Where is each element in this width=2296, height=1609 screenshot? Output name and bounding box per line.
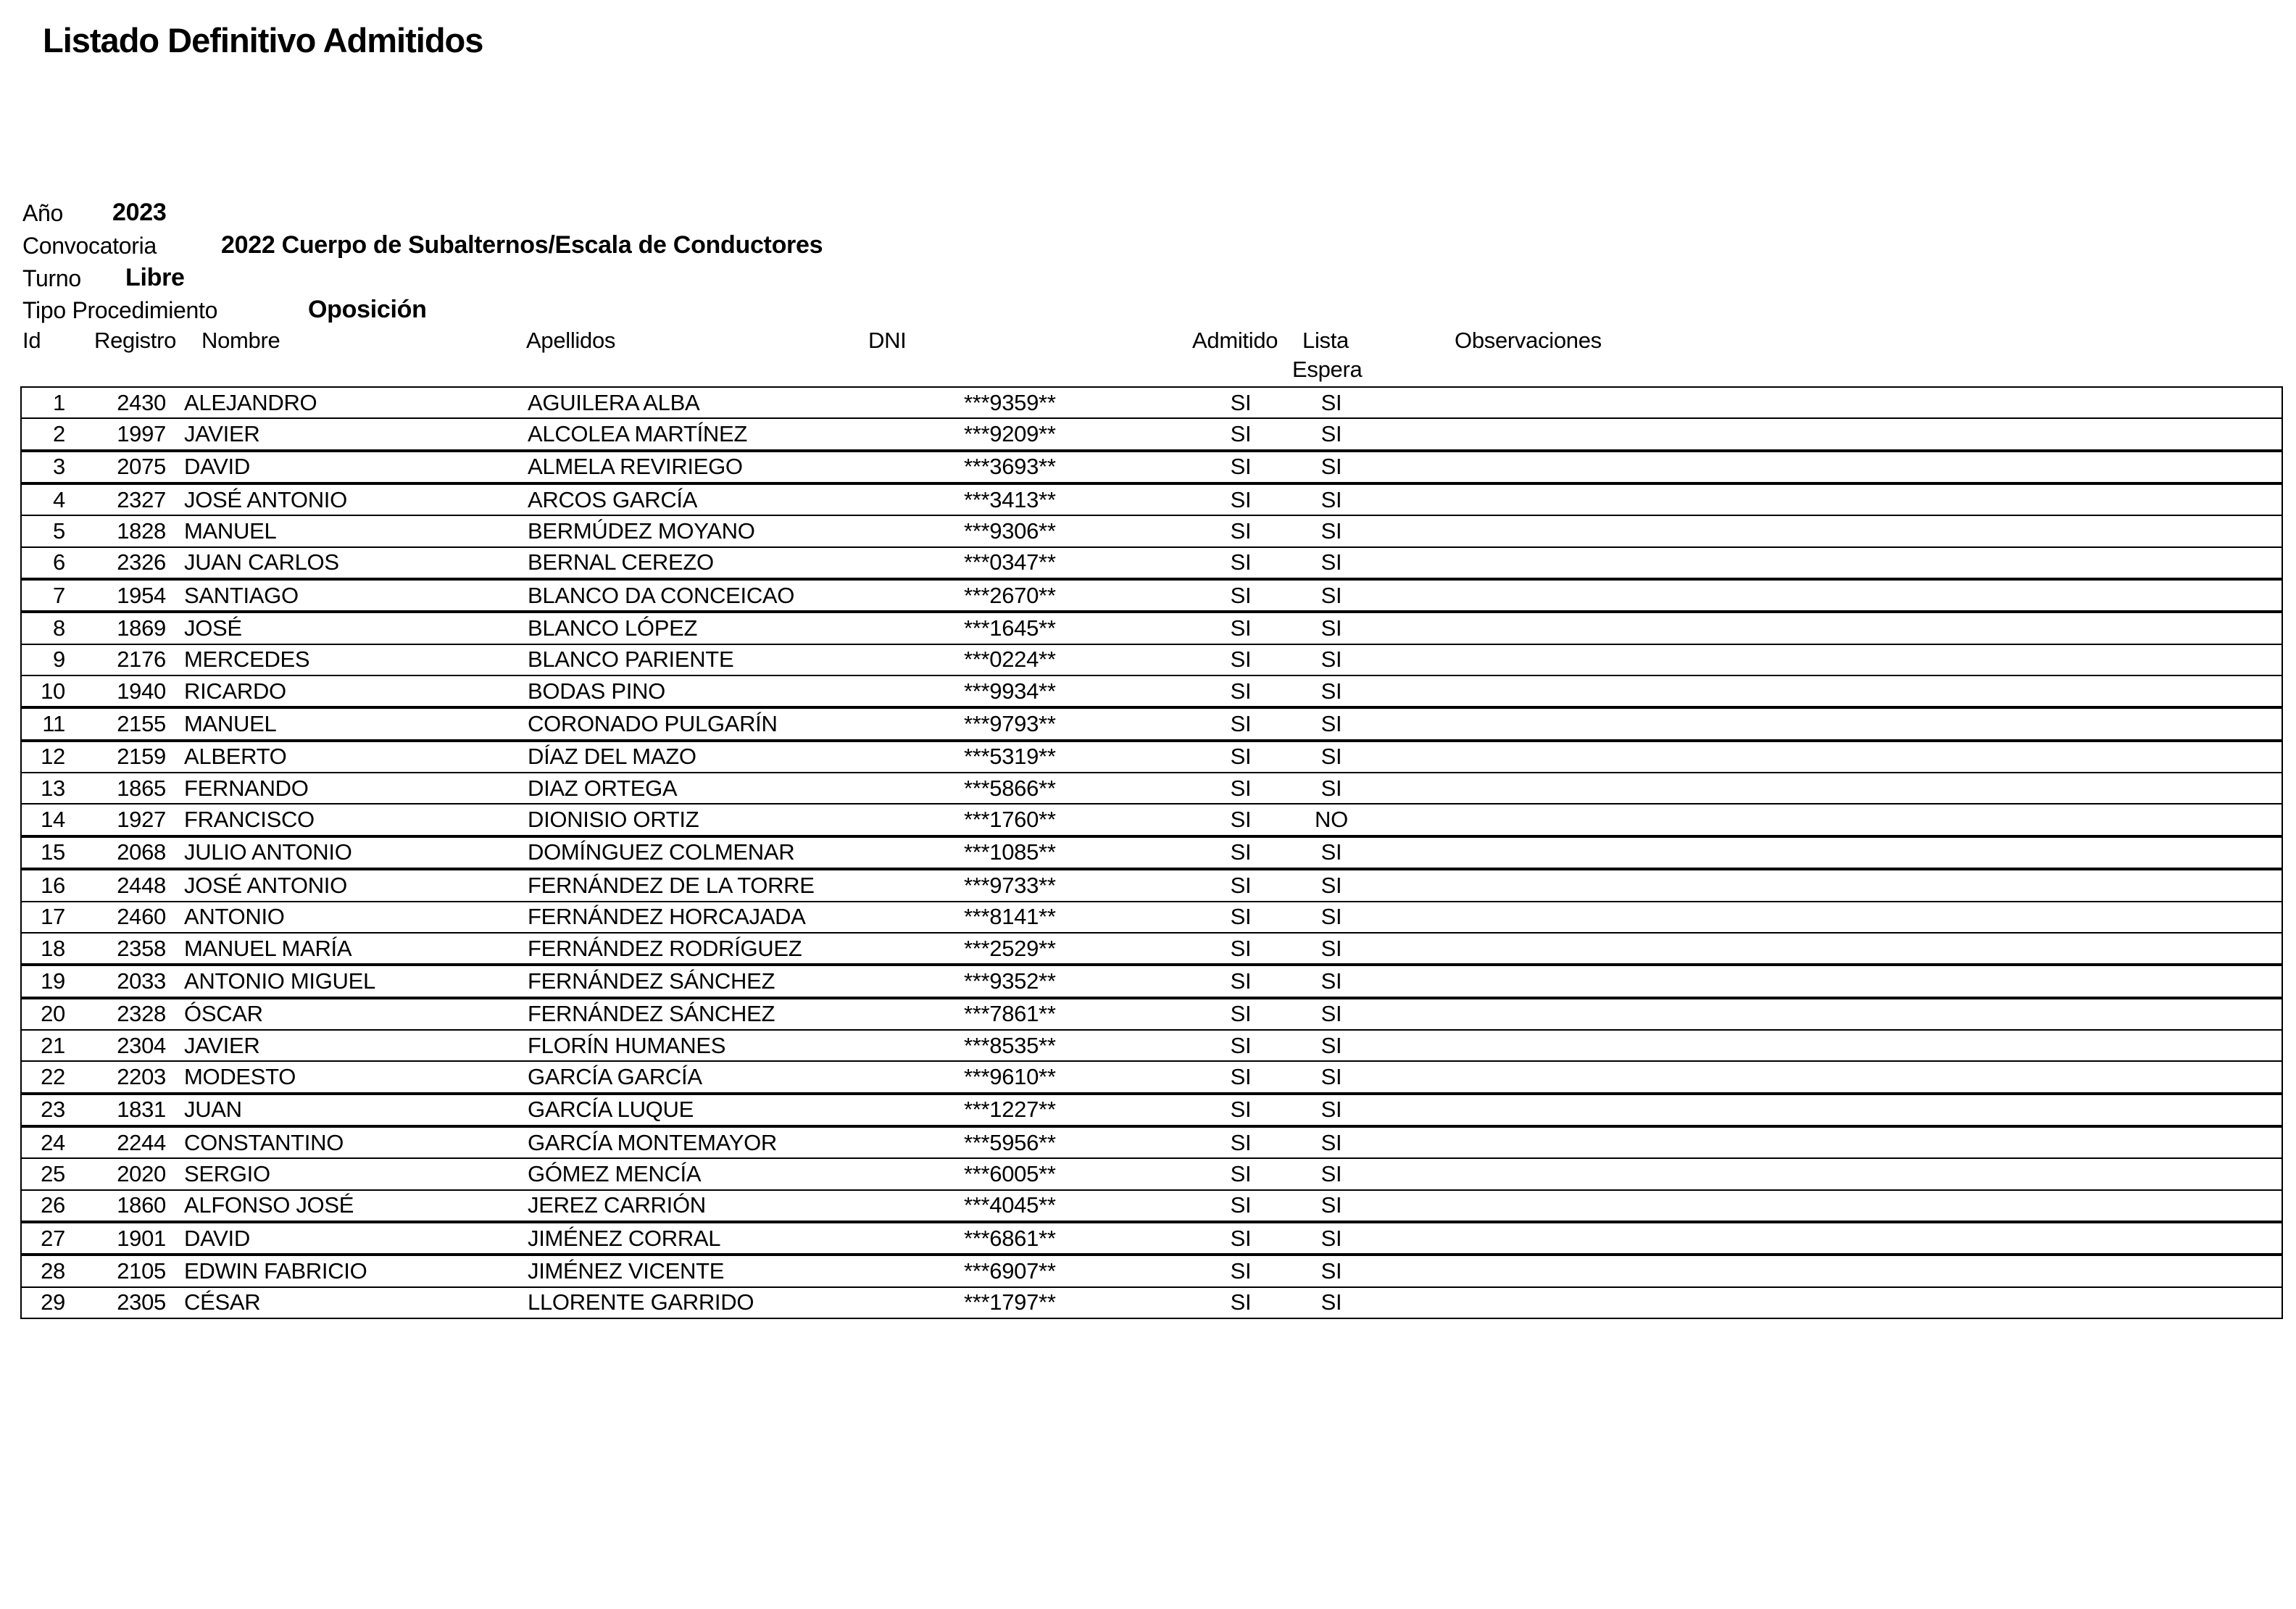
cell-dni: ***3693** (964, 454, 1056, 480)
cell-nombre: ANTONIO (184, 904, 285, 930)
cell-admitido: SI (1230, 872, 1252, 898)
cell-apellidos: FERNÁNDEZ SÁNCHEZ (528, 1001, 775, 1027)
cell-admitido: SI (1230, 744, 1252, 770)
cell-admitido: SI (1230, 1225, 1252, 1251)
cell-registro: 2448 (117, 872, 166, 898)
table-row (22, 804, 2282, 837)
cell-dni: ***6005** (964, 1160, 1056, 1186)
cell-id: 3 (53, 454, 65, 480)
cell-admitido: SI (1230, 968, 1252, 994)
cell-nombre: FRANCISCO (184, 807, 315, 833)
cell-admitido: SI (1230, 711, 1252, 737)
table-row (22, 934, 2282, 966)
cell-dni: ***8141** (964, 904, 1056, 930)
cell-id: 5 (53, 518, 65, 544)
column-header-id: Id (22, 328, 41, 353)
meta-value: Libre (125, 264, 185, 291)
cell-nombre: SERGIO (184, 1160, 270, 1186)
table-row (22, 773, 2282, 804)
cell-id: 21 (41, 1032, 65, 1058)
cell-dni: ***1645** (964, 615, 1056, 641)
cell-registro: 1901 (117, 1225, 166, 1251)
cell-registro: 2075 (117, 454, 166, 480)
cell-admitido: SI (1230, 1160, 1252, 1186)
table-row (22, 902, 2282, 934)
table-row (22, 485, 2282, 516)
cell-nombre: JOSÉ ANTONIO (184, 872, 347, 898)
table-row (22, 999, 2282, 1031)
cell-nombre: MANUEL MARÍA (184, 935, 352, 961)
cell-lista-espera: SI (1320, 582, 1342, 608)
meta-label: Turno (22, 265, 81, 291)
cell-lista-espera: SI (1320, 1192, 1342, 1218)
cell-nombre: MANUEL (184, 711, 277, 737)
cell-registro: 2203 (117, 1063, 166, 1089)
cell-admitido: SI (1230, 935, 1252, 961)
table-row (22, 1256, 2282, 1287)
cell-nombre: CONSTANTINO (184, 1129, 344, 1155)
cell-dni: ***9306** (964, 518, 1056, 544)
cell-registro: 2176 (117, 646, 166, 673)
column-header-registro: Registro (94, 328, 177, 353)
cell-dni: ***9610** (964, 1063, 1056, 1089)
cell-lista-espera: SI (1320, 646, 1342, 673)
table-row (22, 709, 2282, 741)
cell-admitido: SI (1230, 1192, 1252, 1218)
cell-nombre: JULIO ANTONIO (184, 839, 352, 865)
cell-dni: ***0224** (964, 646, 1056, 673)
cell-apellidos: FLORÍN HUMANES (528, 1032, 726, 1058)
cell-admitido: SI (1230, 678, 1252, 704)
cell-apellidos: GARCÍA MONTEMAYOR (528, 1129, 777, 1155)
cell-nombre: EDWIN FABRICIO (184, 1257, 367, 1284)
table-row (22, 676, 2282, 709)
cell-id: 2 (53, 421, 65, 447)
table-row (22, 1288, 2282, 1318)
cell-apellidos: DOMÍNGUEZ COLMENAR (528, 839, 795, 865)
table-row (22, 452, 2282, 485)
cell-registro: 2105 (117, 1257, 166, 1284)
cell-dni: ***9209** (964, 421, 1056, 447)
cell-id: 19 (41, 968, 65, 994)
cell-admitido: SI (1230, 775, 1252, 801)
cell-id: 28 (41, 1257, 65, 1284)
cell-id: 15 (41, 839, 65, 865)
cell-registro: 1954 (117, 582, 166, 608)
cell-apellidos: BLANCO LÓPEZ (528, 615, 698, 641)
cell-id: 24 (41, 1129, 65, 1155)
cell-dni: ***1797** (964, 1289, 1056, 1315)
cell-registro: 2304 (117, 1032, 166, 1058)
column-header-lista-espera-line2: Espera (1292, 357, 1363, 382)
cell-admitido: SI (1230, 1097, 1252, 1123)
cell-admitido: SI (1230, 389, 1252, 415)
cell-id: 25 (41, 1160, 65, 1186)
cell-lista-espera: SI (1320, 775, 1342, 801)
table-row (22, 581, 2282, 613)
cell-id: 12 (41, 744, 65, 770)
cell-apellidos: FERNÁNDEZ RODRÍGUEZ (528, 935, 802, 961)
cell-lista-espera: SI (1320, 1097, 1342, 1123)
cell-admitido: SI (1230, 549, 1252, 575)
cell-id: 9 (53, 646, 65, 673)
cell-admitido: SI (1230, 615, 1252, 641)
cell-apellidos: FERNÁNDEZ SÁNCHEZ (528, 968, 775, 994)
cell-admitido: SI (1230, 1063, 1252, 1089)
cell-nombre: ALEJANDRO (184, 389, 317, 415)
cell-id: 16 (41, 872, 65, 898)
cell-lista-espera: SI (1320, 1289, 1342, 1315)
cell-registro: 1997 (117, 421, 166, 447)
cell-dni: ***5866** (964, 775, 1056, 801)
cell-nombre: JOSÉ ANTONIO (184, 486, 347, 512)
table-row (22, 613, 2282, 644)
cell-apellidos: ALMELA REVIRIEGO (528, 454, 743, 480)
cell-dni: ***7861** (964, 1001, 1056, 1027)
cell-dni: ***4045** (964, 1192, 1056, 1218)
cell-registro: 2430 (117, 389, 166, 415)
table-row (22, 548, 2282, 581)
cell-dni: ***0347** (964, 549, 1056, 575)
cell-registro: 2358 (117, 935, 166, 961)
meta-label: Año (22, 200, 64, 226)
cell-admitido: SI (1230, 518, 1252, 544)
cell-lista-espera: SI (1320, 904, 1342, 930)
cell-registro: 1860 (117, 1192, 166, 1218)
cell-admitido: SI (1230, 1257, 1252, 1284)
table-row (22, 1159, 2282, 1190)
cell-id: 20 (41, 1001, 65, 1027)
cell-id: 1 (53, 389, 65, 415)
cell-lista-espera: SI (1320, 1257, 1342, 1284)
cell-id: 10 (41, 678, 65, 704)
table-row (22, 645, 2282, 676)
cell-lista-espera: SI (1320, 711, 1342, 737)
table-row (22, 1031, 2282, 1062)
cell-apellidos: GARCÍA GARCÍA (528, 1063, 702, 1089)
cell-admitido: SI (1230, 807, 1252, 833)
table-row (22, 1128, 2282, 1159)
table-row (22, 1191, 2282, 1223)
cell-nombre: FERNANDO (184, 775, 309, 801)
cell-lista-espera: SI (1320, 872, 1342, 898)
cell-admitido: SI (1230, 646, 1252, 673)
table-row (22, 966, 2282, 999)
table-row (22, 1223, 2282, 1256)
cell-admitido: SI (1230, 1289, 1252, 1315)
cell-apellidos: JIMÉNEZ VICENTE (528, 1257, 725, 1284)
cell-dni: ***9359** (964, 389, 1056, 415)
cell-registro: 1828 (117, 518, 166, 544)
cell-admitido: SI (1230, 1129, 1252, 1155)
cell-lista-espera: SI (1320, 1129, 1342, 1155)
cell-apellidos: GARCÍA LUQUE (528, 1097, 694, 1123)
cell-registro: 2305 (117, 1289, 166, 1315)
cell-id: 14 (41, 807, 65, 833)
cell-dni: ***6907** (964, 1257, 1056, 1284)
cell-apellidos: DÍAZ DEL MAZO (528, 744, 696, 770)
cell-registro: 1831 (117, 1097, 166, 1123)
table-row (22, 1062, 2282, 1094)
cell-dni: ***6861** (964, 1225, 1056, 1251)
cell-lista-espera: SI (1320, 968, 1342, 994)
cell-lista-espera: SI (1320, 1001, 1342, 1027)
cell-nombre: ALFONSO JOSÉ (184, 1192, 354, 1218)
cell-apellidos: FERNÁNDEZ DE LA TORRE (528, 872, 815, 898)
cell-registro: 2328 (117, 1001, 166, 1027)
cell-lista-espera: SI (1320, 1063, 1342, 1089)
cell-id: 7 (53, 582, 65, 608)
table-row (22, 742, 2282, 773)
cell-dni: ***9793** (964, 711, 1056, 737)
cell-registro: 2155 (117, 711, 166, 737)
cell-nombre: JUAN (184, 1097, 242, 1123)
cell-lista-espera: SI (1320, 549, 1342, 575)
cell-lista-espera: SI (1320, 454, 1342, 480)
cell-id: 22 (41, 1063, 65, 1089)
cell-nombre: SANTIAGO (184, 582, 299, 608)
column-header-lista-espera: Lista (1302, 328, 1349, 353)
cell-apellidos: JEREZ CARRIÓN (528, 1192, 706, 1218)
page-title: Listado Definitivo Admitidos (43, 21, 483, 59)
cell-nombre: JAVIER (184, 421, 260, 447)
cell-lista-espera: SI (1320, 518, 1342, 544)
cell-dni: ***5956** (964, 1129, 1056, 1155)
cell-dni: ***8535** (964, 1032, 1056, 1058)
cell-apellidos: CORONADO PULGARÍN (528, 711, 778, 737)
meta-label: Tipo Procedimiento (22, 297, 218, 323)
cell-apellidos: ALCOLEA MARTÍNEZ (528, 421, 747, 447)
cell-admitido: SI (1230, 421, 1252, 447)
column-header-apellidos: Apellidos (526, 328, 616, 353)
cell-apellidos: FERNÁNDEZ HORCAJADA (528, 904, 806, 930)
meta-value: 2023 (112, 199, 167, 226)
column-header-dni: DNI (868, 328, 907, 353)
meta-label: Convocatoria (22, 233, 157, 259)
cell-apellidos: LLORENTE GARRIDO (528, 1289, 754, 1315)
cell-dni: ***9934** (964, 678, 1056, 704)
cell-nombre: ÓSCAR (184, 1001, 263, 1027)
cell-apellidos: DIONISIO ORTIZ (528, 807, 699, 833)
cell-dni: ***2529** (964, 935, 1056, 961)
cell-registro: 2327 (117, 486, 166, 512)
meta-value: Oposición (308, 296, 427, 323)
cell-nombre: JOSÉ (184, 615, 242, 641)
table-row (22, 838, 2282, 870)
cell-admitido: SI (1230, 1032, 1252, 1058)
cell-admitido: SI (1230, 1001, 1252, 1027)
cell-id: 4 (53, 486, 65, 512)
cell-registro: 2020 (117, 1160, 166, 1186)
table-row (22, 870, 2282, 902)
cell-id: 13 (41, 775, 65, 801)
cell-nombre: RICARDO (184, 678, 286, 704)
cell-lista-espera: SI (1320, 1032, 1342, 1058)
cell-registro: 1927 (117, 807, 166, 833)
cell-nombre: JUAN CARLOS (184, 549, 339, 575)
cell-lista-espera: SI (1320, 486, 1342, 512)
column-header-admitido: Admitido (1192, 328, 1278, 353)
cell-admitido: SI (1230, 904, 1252, 930)
cell-registro: 1940 (117, 678, 166, 704)
cell-lista-espera: SI (1320, 389, 1342, 415)
admitted-candidates-table (20, 386, 2283, 1319)
cell-registro: 2460 (117, 904, 166, 930)
cell-apellidos: GÓMEZ MENCÍA (528, 1160, 702, 1186)
cell-nombre: DAVID (184, 454, 250, 480)
cell-dni: ***2670** (964, 582, 1056, 608)
cell-admitido: SI (1230, 454, 1252, 480)
cell-nombre: JAVIER (184, 1032, 260, 1058)
table-row (22, 388, 2282, 419)
cell-lista-espera: SI (1320, 1160, 1342, 1186)
cell-nombre: ALBERTO (184, 744, 287, 770)
cell-lista-espera: SI (1320, 421, 1342, 447)
cell-registro: 2326 (117, 549, 166, 575)
cell-registro: 1869 (117, 615, 166, 641)
cell-lista-espera: SI (1320, 839, 1342, 865)
cell-registro: 2244 (117, 1129, 166, 1155)
cell-lista-espera: SI (1320, 935, 1342, 961)
cell-registro: 2068 (117, 839, 166, 865)
cell-nombre: DAVID (184, 1225, 250, 1251)
cell-admitido: SI (1230, 839, 1252, 865)
cell-apellidos: BLANCO PARIENTE (528, 646, 734, 673)
cell-nombre: ANTONIO MIGUEL (184, 968, 375, 994)
cell-id: 18 (41, 935, 65, 961)
cell-registro: 2033 (117, 968, 166, 994)
cell-apellidos: BERMÚDEZ MOYANO (528, 518, 755, 544)
cell-id: 6 (53, 549, 65, 575)
cell-dni: ***9352** (964, 968, 1056, 994)
cell-apellidos: AGUILERA ALBA (528, 389, 700, 415)
cell-admitido: SI (1230, 486, 1252, 512)
cell-registro: 2159 (117, 744, 166, 770)
cell-id: 23 (41, 1097, 65, 1123)
cell-id: 29 (41, 1289, 65, 1315)
column-header-observaciones: Observaciones (1455, 328, 1602, 353)
cell-nombre: CÉSAR (184, 1289, 261, 1315)
cell-id: 8 (53, 615, 65, 641)
cell-lista-espera: NO (1315, 807, 1348, 833)
cell-apellidos: ARCOS GARCÍA (528, 486, 698, 512)
table-row (22, 516, 2282, 547)
cell-nombre: MODESTO (184, 1063, 296, 1089)
cell-id: 17 (41, 904, 65, 930)
cell-dni: ***1227** (964, 1097, 1056, 1123)
cell-id: 11 (42, 711, 65, 737)
cell-dni: ***9733** (964, 872, 1056, 898)
cell-apellidos: JIMÉNEZ CORRAL (528, 1225, 721, 1251)
cell-dni: ***3413** (964, 486, 1056, 512)
cell-id: 27 (41, 1225, 65, 1251)
cell-nombre: MERCEDES (184, 646, 310, 673)
cell-apellidos: BERNAL CEREZO (528, 549, 714, 575)
cell-apellidos: DIAZ ORTEGA (528, 775, 678, 801)
cell-registro: 1865 (117, 775, 166, 801)
cell-lista-espera: SI (1320, 615, 1342, 641)
table-row (22, 419, 2282, 452)
cell-apellidos: BODAS PINO (528, 678, 665, 704)
cell-dni: ***1085** (964, 839, 1056, 865)
cell-dni: ***5319** (964, 744, 1056, 770)
cell-lista-espera: SI (1320, 744, 1342, 770)
meta-value: 2022 Cuerpo de Subalternos/Escala de Conductores (221, 231, 823, 259)
cell-admitido: SI (1230, 582, 1252, 608)
cell-lista-espera: SI (1320, 1225, 1342, 1251)
cell-dni: ***1760** (964, 807, 1056, 833)
cell-id: 26 (41, 1192, 65, 1218)
column-header-nombre: Nombre (201, 328, 280, 353)
cell-nombre: MANUEL (184, 518, 277, 544)
cell-lista-espera: SI (1320, 678, 1342, 704)
table-row (22, 1095, 2282, 1128)
cell-apellidos: BLANCO DA CONCEICAO (528, 582, 795, 608)
